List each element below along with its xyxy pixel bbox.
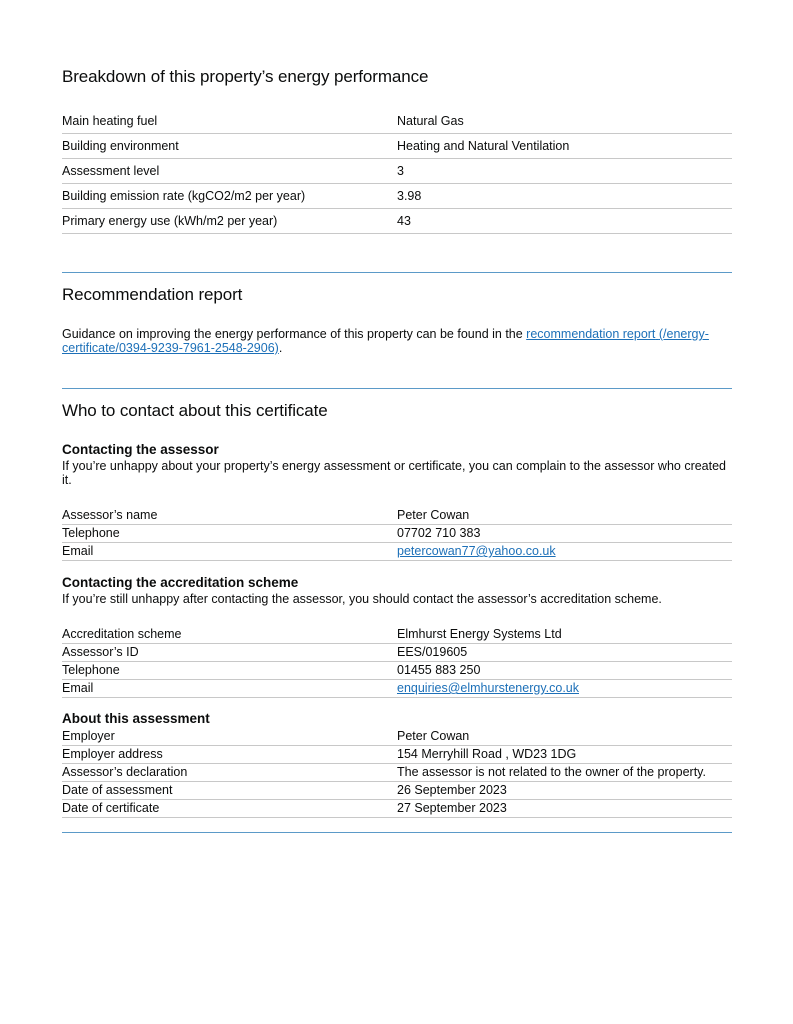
row-label: Employer address (62, 746, 397, 764)
row-value: EES/019605 (397, 644, 732, 662)
row-value: Natural Gas (397, 109, 732, 134)
table-row (62, 746, 732, 764)
scheme-text: If you’re still unhappy after contacting the assessor, you should contact the assessor’s accreditation scheme. (62, 592, 662, 606)
row-label: Telephone (62, 525, 397, 543)
row-label: Main heating fuel (62, 109, 397, 134)
row-value: Heating and Natural Ventilation (397, 134, 732, 159)
table-row (62, 800, 732, 818)
row-label: Date of assessment (62, 782, 397, 800)
table-row (62, 184, 732, 209)
scheme-table (62, 626, 732, 698)
breakdown-title: Breakdown of this property’s energy performance (62, 67, 429, 86)
assessor-heading: Contacting the assessor (62, 442, 219, 457)
row-value: 01455 883 250 (397, 662, 732, 680)
row-label: Assessment level (62, 159, 397, 184)
table-row (62, 644, 732, 662)
table-row (62, 109, 732, 134)
assessor-email-link[interactable]: petercowan77@yahoo.co.uk (397, 544, 556, 558)
table-row (62, 134, 732, 159)
table-row (62, 680, 732, 698)
row-label: Building environment (62, 134, 397, 159)
row-value: 43 (397, 209, 732, 234)
row-label: Assessor’s declaration (62, 764, 397, 782)
row-value: 26 September 2023 (397, 782, 732, 800)
row-label: Assessor’s name (62, 507, 397, 525)
table-row (62, 209, 732, 234)
row-label: Accreditation scheme (62, 626, 397, 644)
section-divider (62, 832, 732, 833)
recommendation-text (62, 327, 732, 355)
assessor-table (62, 507, 732, 561)
row-value: 3 (397, 159, 732, 184)
row-value: 3.98 (397, 184, 732, 209)
trailing-period: . (278, 341, 283, 355)
row-label: Employer (62, 728, 397, 746)
contact-title: Who to contact about this certificate (62, 401, 328, 420)
row-value: 07702 710 383 (397, 525, 732, 543)
row-value: Elmhurst Energy Systems Ltd (397, 626, 732, 644)
table-row (62, 626, 732, 644)
table-row (62, 782, 732, 800)
table-row (62, 764, 732, 782)
table-row (62, 507, 732, 525)
link-path: (/energy-certificate/0394-9239-7961-2548-2906) (62, 327, 709, 355)
row-label: Date of certificate (62, 800, 397, 818)
row-value: 27 September 2023 (397, 800, 732, 818)
table-row (62, 159, 732, 184)
link-label: recommendation report (526, 327, 656, 341)
table-row (62, 525, 732, 543)
row-value: The assessor is not related to the owner of the property. (397, 764, 732, 782)
breakdown-table (62, 109, 732, 234)
section-divider (62, 388, 732, 389)
row-label: Primary energy use (kWh/m2 per year) (62, 209, 397, 234)
recommendation-body: Guidance on improving the energy performance of this property can be found in the (62, 327, 527, 341)
row-value: Peter Cowan (397, 728, 732, 746)
scheme-email-link[interactable]: enquiries@elmhurstenergy.co.uk (397, 681, 579, 695)
section-divider (62, 272, 732, 273)
row-label: Telephone (62, 662, 397, 680)
assessor-text: If you’re unhappy about your property’s energy assessment or certificate, you can complain to the assessor who created it. (62, 459, 727, 487)
about-heading: About this assessment (62, 711, 210, 726)
table-row (62, 543, 732, 561)
row-value: 154 Merryhill Road , WD23 1DG (397, 746, 732, 764)
row-label: Email (62, 680, 397, 698)
row-value: Peter Cowan (397, 507, 732, 525)
row-label: Email (62, 543, 397, 561)
row-label: Assessor’s ID (62, 644, 397, 662)
row-label: Building emission rate (kgCO2/m2 per year) (62, 184, 397, 209)
recommendation-title: Recommendation report (62, 285, 243, 304)
scheme-heading: Contacting the accreditation scheme (62, 575, 299, 590)
table-row (62, 728, 732, 746)
table-row (62, 662, 732, 680)
about-table (62, 728, 732, 818)
